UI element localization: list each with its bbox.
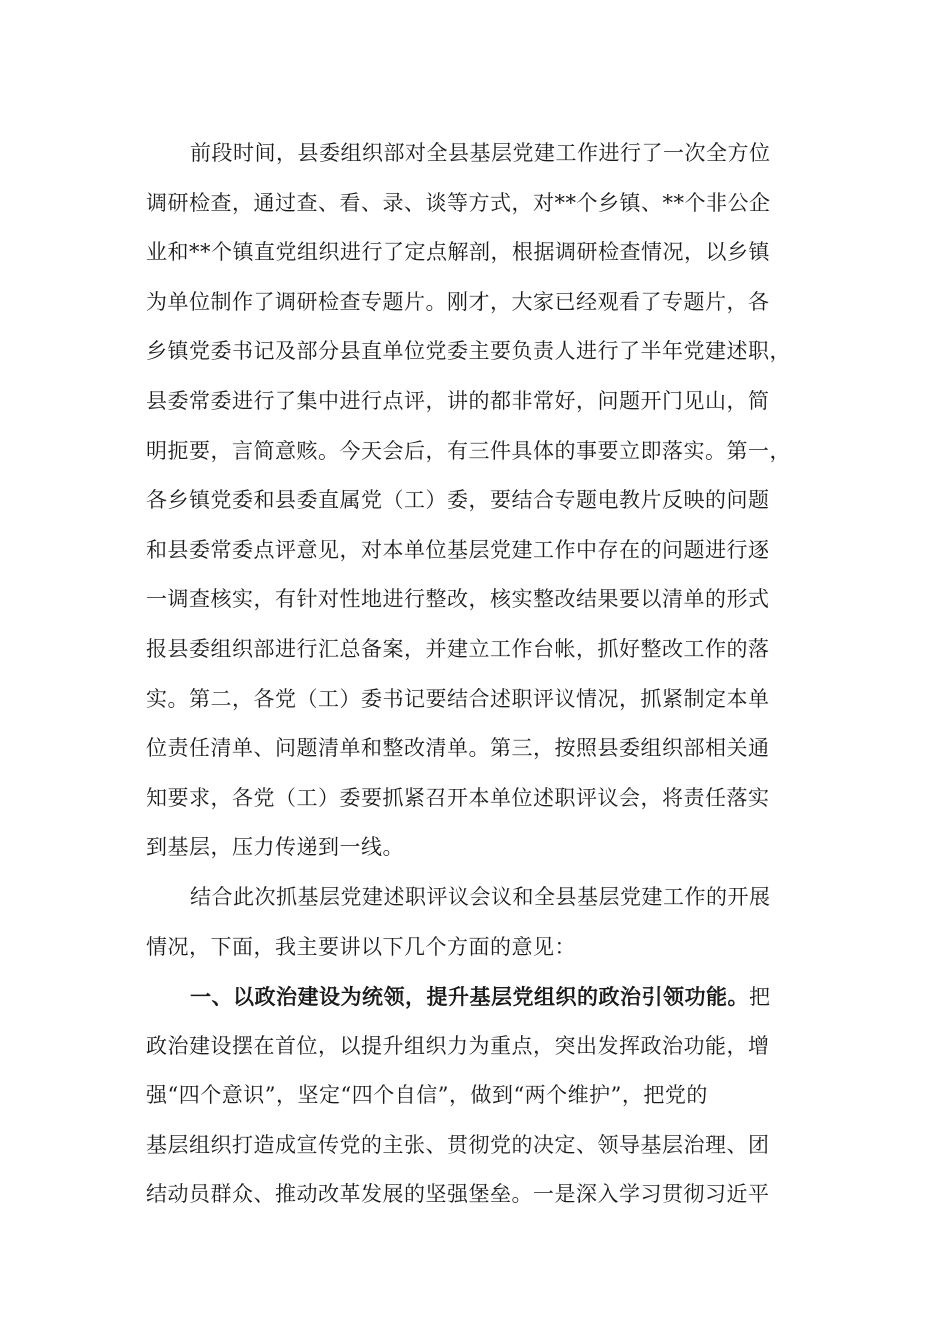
paragraph-line: 报县委组织部进行汇总备案，并建立工作台帐，抓好整改工作的落	[146, 636, 770, 661]
paragraph-line: 一调查核实，有针对性地进行整改，核实整改结果要以清单的形式	[146, 587, 770, 612]
paragraph-intro	[146, 129, 826, 873]
paragraph-line: 和县委常委点评意见，对本单位基层党建工作中存在的问题进行逐	[146, 537, 770, 562]
paragraph-line: 乡镇党委书记及部分县直单位党委主要负责人进行了半年党建述职，	[146, 339, 791, 364]
paragraph-line: 县委常委进行了集中进行点评，讲的都非常好，问题开门见山，简	[146, 388, 770, 413]
paragraph-line: 政治建设摆在首位，以提升组织力为重点，突出发挥政治功能，增	[146, 1033, 770, 1058]
paragraph-line: 明扼要，言简意赅。今天会后，有三件具体的事要立即落实。第一，	[146, 438, 791, 463]
paragraph-line: 强“四个意识”，坚定“四个自信”，做到“两个维护”，把党的	[146, 1083, 708, 1108]
section-heading-rest: 把	[749, 985, 771, 1010]
paragraph-line: 各乡镇党委和县委直属党（工）委，要结合专题电教片反映的问题	[146, 488, 770, 513]
paragraph-line: 结动员群众、推动改革发展的坚强堡垒。一是深入学习贯彻习近平	[146, 1182, 770, 1207]
section-heading: 一、以政治建设为统领，提升基层党组织的政治引领功能。	[190, 984, 749, 1010]
document-body	[146, 129, 826, 1220]
paragraph-line: 知要求，各党（工）委要抓紧召开本单位述职评议会，将责任落实	[146, 785, 770, 810]
paragraph-line: 实。第二，各党（工）委书记要结合述职评议情况，抓紧制定本单	[146, 686, 770, 711]
section-heading-line	[146, 972, 826, 1022]
paragraph-line: 为单位制作了调研检查专题片。刚才，大家已经观看了专题片，各	[146, 289, 770, 314]
paragraph-transition	[146, 873, 826, 972]
paragraph-line: 位责任清单、问题清单和整改清单。第三，按照县委组织部相关通	[146, 736, 770, 761]
paragraph-line: 业和**个镇直党组织进行了定点解剖，根据调研检查情况，以乡镇	[146, 240, 770, 265]
paragraph-line: 情况，下面，我主要讲以下几个方面的意见：	[146, 934, 576, 959]
paragraph-line: 基层组织打造成宣传党的主张、贯彻党的决定、领导基层治理、团	[146, 1132, 770, 1157]
paragraph-line: 到基层，压力传递到一线。	[146, 835, 404, 860]
section-political-building	[146, 972, 826, 1220]
paragraph-line: 前段时间，县委组织部对全县基层党建工作进行了一次全方位	[190, 141, 771, 165]
paragraph-line: 调研检查，通过查、看、录、谈等方式，对**个乡镇、**个非公企	[146, 190, 771, 215]
paragraph-line: 结合此次抓基层党建述职评议会议和全县基层党建工作的开展	[190, 884, 771, 909]
